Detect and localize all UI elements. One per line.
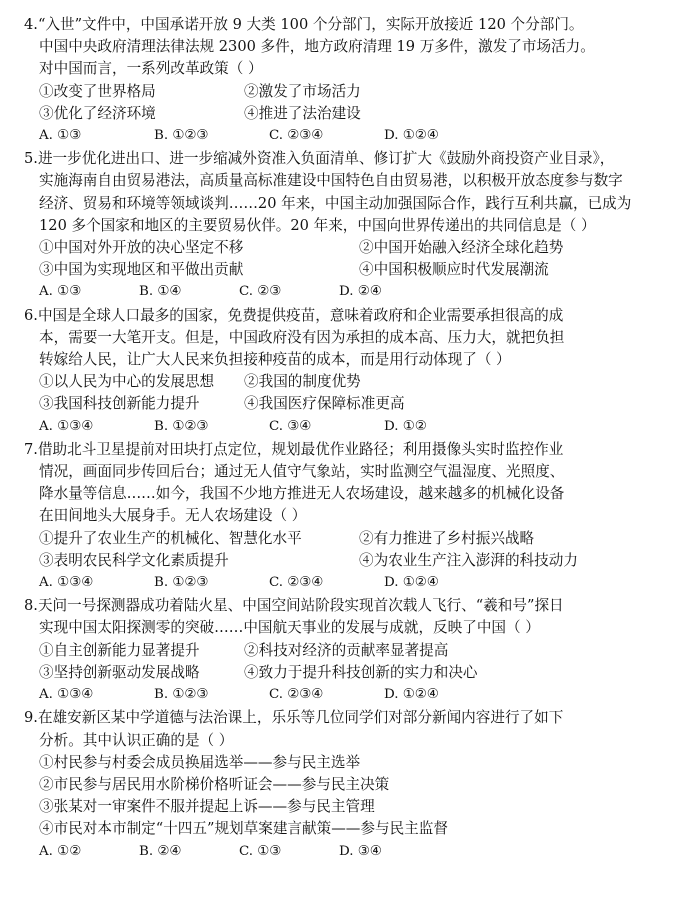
question-stem [24,14,675,81]
stem-line: 实现中国太阳探测零的突破……中国航天事业的发展与成就，反映了中国（ ） [39,619,540,637]
answer-choice-c[interactable]: C. ③④ [269,418,312,434]
statement-option: ④为农业生产注入澎湃的科技动力 [359,551,578,569]
stem-line: 实施海南自由贸易港法，高质量高标准建设中国特色自由贸易港，以积极开放态度参与数字 [39,172,623,190]
statement-option: ②我国的制度优势 [244,373,361,391]
statement-option: ②市民参与居民用水阶梯价格听证会——参与民主决策 [39,775,390,793]
answer-choice-c[interactable]: C. ②③ [239,284,282,300]
stem-line: 120 多个国家和地区的主要贸易伙伴。20 年来，中国向世界传递出的共同信息是（ ） [39,216,596,234]
answer-choice-d[interactable]: D. ①②④ [384,687,439,703]
answer-choice-b[interactable]: B. ②④ [139,843,182,859]
statement-option: ①村民参与村委会成员换届选举——参与民主选举 [39,753,361,771]
answer-choice-d[interactable]: D. ①② [384,418,427,434]
stem-line: 借助北斗卫星提前对田块打点定位，规划最优作业路径；利用摄像头实时监控作业 [37,440,564,458]
statement-option: ④推进了法治建设 [244,104,361,122]
answer-choice-a[interactable]: A. ①③ [39,128,82,144]
answer-choice-d[interactable]: D. ②④ [339,284,382,300]
question-stem [24,439,675,528]
answer-choice-d[interactable]: D. ①②④ [384,128,439,144]
statement-option: ④致力于提升科技创新的实力和决心 [244,663,478,681]
answer-choice-a[interactable]: A. ①③④ [39,687,94,703]
statement-option: ③我国科技创新能力提升 [39,395,200,413]
answer-choice-c[interactable]: C. ②③④ [269,128,324,144]
statement-option: ③坚持创新驱动发展战略 [39,663,200,681]
statement-option: ③优化了经济环境 [39,104,156,122]
answer-choices [39,572,675,594]
stem-line: 中国是全球人口最多的国家，免费提供疫苗，意味着政府和企业需要承担很高的成 [37,306,564,324]
statement-option: ①以人民为中心的发展思想 [39,373,215,391]
answer-choice-c[interactable]: C. ②③④ [269,575,324,591]
statement-option: ②有力推进了乡村振兴战略 [359,529,535,547]
stem-line: 降水量等信息……如今，我国不少地方推进无人农场建设，越来越多的机械化设备 [39,485,565,503]
answer-choice-d[interactable]: D. ③④ [339,843,382,859]
answer-choice-a[interactable]: A. ①② [39,843,82,859]
question-stem [24,148,675,237]
statement-option: ②激发了市场活力 [244,82,361,100]
question-number: 4. [24,16,38,33]
answer-choices [39,684,675,706]
question-number: 9. [24,709,38,727]
answer-choice-c[interactable]: C. ②③④ [269,687,324,703]
question-6 [24,305,675,438]
question-stem [24,305,675,372]
statement-option: ③张某对一审案件不服并提起上诉——参与民主管理 [39,798,375,816]
question-number: 5. [24,150,38,168]
statement-option: ①中国对外开放的决心坚定不移 [39,239,244,257]
stem-line: 分析。其中认识正确的是（ ） [39,731,234,749]
statement-options [24,752,675,841]
question-stem [24,595,675,639]
statement-options [24,81,675,148]
question-number: 7. [24,440,38,458]
answer-choice-a[interactable]: A. ①③④ [39,575,94,591]
stem-line: 对中国而言，一系列改革政策（ ） [39,60,263,78]
answer-choice-c[interactable]: C. ①③ [239,843,282,859]
stem-line: 转嫁给人民，让广大人民来负担接种疫苗的成本，而是用行动体现了（ ） [39,351,511,369]
question-8 [24,595,675,706]
stem-line: 经济、贸易和环境等领域谈判……20 年来，中国主动加强国际合作，践行互利共赢，已成为 [39,194,632,212]
stem-line: 在雄安新区某中学道德与法治课上，乐乐等几位同学们对部分新闻内容进行了如下 [37,709,564,727]
statement-option: ①提升了农业生产的机械化、智慧化水平 [39,529,302,547]
answer-choices [39,281,675,303]
answer-choices [39,125,675,147]
statement-options [24,528,675,595]
question-number: 6. [24,306,38,324]
statement-option: ③表明农民科学文化素质提升 [39,551,229,569]
question-9 [24,707,675,862]
statement-options [24,371,675,438]
stem-line: 天问一号探测器成功着陆火星、中国空间站阶段实现首次载人飞行、“羲和号”探日 [37,597,564,615]
statement-option: ④中国积极顺应时代发展潮流 [359,261,549,279]
question-number: 8. [24,597,38,615]
statement-option: ①自主创新能力显著提升 [39,641,200,659]
stem-line: 情况，画面同步传回后台；通过无人值守气象站，实时监测空气温湿度、光照度、 [39,463,565,481]
answer-choice-b[interactable]: B. ①②③ [154,687,209,703]
answer-choices [39,841,675,863]
statement-option: ③中国为实现地区和平做出贡献 [39,261,244,279]
stem-line: “入世”文件中，中国承诺开放 9 大类 100 个分部门，实际开放接近 120 个分部门。 [37,16,584,33]
answer-choices [39,416,675,438]
answer-choice-b[interactable]: B. ①④ [139,284,182,300]
stem-line: 在田间地头大展身手。无人农场建设（ ） [39,507,307,525]
answer-choice-a[interactable]: A. ①③④ [39,418,94,434]
answer-choice-b[interactable]: B. ①②③ [154,418,209,434]
stem-line: 进一步优化进出口、进一步缩减外资准入负面清单、修订扩大《鼓励外商投资产业目录》， [37,150,615,168]
question-stem [24,707,675,751]
answer-choice-a[interactable]: A. ①③ [39,284,82,300]
statement-option: ④我国医疗保障标准更高 [244,395,405,413]
statement-options [24,237,675,304]
answer-choice-b[interactable]: B. ①②③ [154,128,209,144]
statement-option: ④市民对本市制定“十四五”规划草案建言献策——参与民主监督 [39,820,448,838]
statement-option: ①改变了世界格局 [39,82,156,100]
question-4 [24,14,675,147]
statement-option: ②科技对经济的贡献率显著提高 [244,641,449,659]
statement-options [24,640,675,707]
statement-option: ②中国开始融入经济全球化趋势 [359,239,564,257]
question-5 [24,148,675,303]
answer-choice-d[interactable]: D. ①②④ [384,575,439,591]
stem-line: 本，需要一大笔开支。但是，中国政府没有因为承担的成本高、压力大，就把负担 [39,328,565,346]
answer-choice-b[interactable]: B. ①②③ [154,575,209,591]
question-7 [24,439,675,594]
stem-line: 中国中央政府清理法律法规 2300 多件，地方政府清理 19 万多件，激发了市场活力。 [39,38,595,56]
